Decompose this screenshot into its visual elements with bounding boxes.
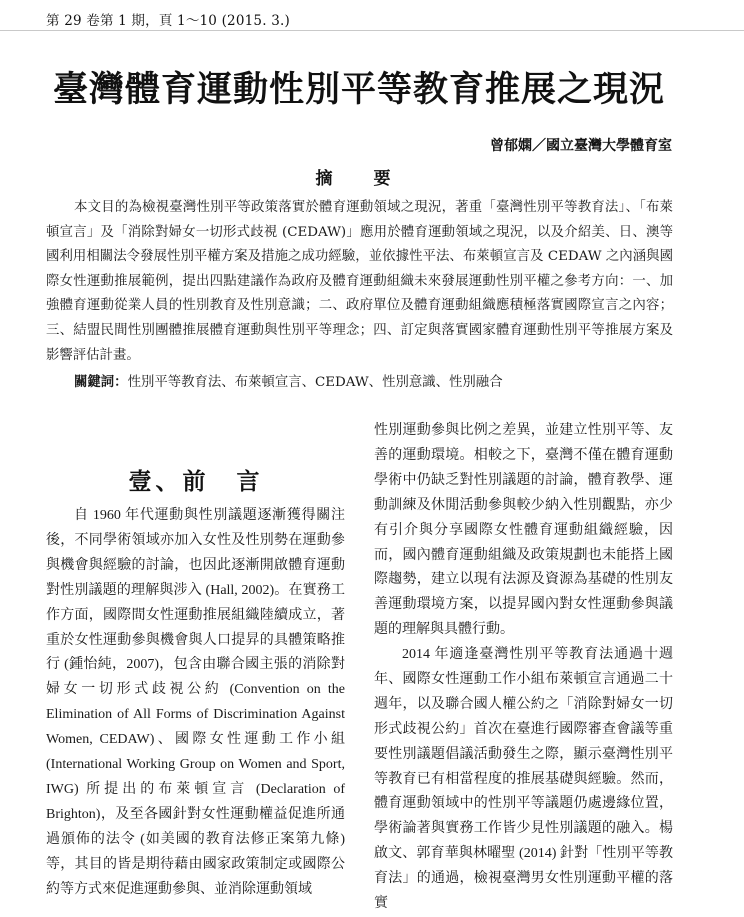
keywords-list: 性別平等教育法、布萊頓宣言、CEDAW、性別意識、性別融合	[127, 375, 503, 390]
paper-title: 臺灣體育運動性別平等教育推展之現況	[52, 70, 665, 110]
section-heading: 壹、前 言	[128, 468, 264, 495]
body-column-right-continuation: 性別運動參與比例之差異，並建立性別平等、友善的運動環境。相較之下，臺灣不僅在體育運動學術中仍缺乏對性別議題的討論，體育教學、運動訓練及休閒活動參與較少納入性別觀點，亦少有引介與分享國際女性體育運動組織經驗，因而，國內體育運動組織及政策規劃也未能搭上國際趨勢，建立以現有法源及資源為基礎的性別友善運動環境方案，以提昇國內對女性運動參與議題的理解與具體行動。	[374, 423, 673, 638]
header-divider	[0, 30, 744, 31]
abstract-heading: 摘 要	[315, 169, 403, 189]
abstract-body: 本文目的為檢視臺灣性別平等政策落實於體育運動領域之現況，著重「臺灣性別平等教育法」、「布萊頓宣言」及「消除對婦女一切形式歧視 (CEDAW)」應用於體育運動領域之現況，以及介紹美、日、澳等國利用相關法令發展性別平權方案及措施之成功經驗，並依據性平法、布萊頓宣言及 CEDAW 之內涵與國際女性運動推展範例，提出四點建議作為政府及體育運動組織未來發展運動性別平權之參考方向：一、加強體育運動從業人員的性別教育及性別意識；二、政府單位及體育運動組織應積極落實國際宣言之內容；三、結盟民間性別團體推展體育運動與性別平等理念；四、訂定與落實國家體育運動性別平等推展方案及影響評估計畫。	[46, 200, 673, 363]
body-column-left: 自 1960 年代運動與性別議題逐漸獲得關注後，不同學術領域亦加入女性及性別勢在運動參與機會與經驗的討論，也因此逐漸開啟體育運動對性別議題的理解與涉入 (Hall, 2002)。在實務工作方面，國際間女性運動推展組織陸續成立，著重於女性運動參與機會與人口提昇的具體策略推行 (鍾怡純，2007)，包含由聯合國主張的消除對婦女一切形式歧視公約 (Convention on the Elimination of All Forms of Discrimination Against Women, CEDAW)、國際女性運動工作小組 (International Working Group on Women and Sport, IWG) 所提出的布萊頓宣言 (Declaration of Brighton)，及至各國針對女性運動權益促進所通過頒佈的法令 (如美國的教育法修正案第九條) 等，其目的皆是期待藉由國家政策制定或國際公約等方式來促進運動參與、並消除運動領域	[46, 508, 345, 897]
keywords-line	[74, 371, 503, 394]
body-column-right-paragraph: 2014 年適逢臺灣性別平等教育法通過十週年、國際女性運動工作小組布萊頓宣言通過二十週年，以及聯合國人權公約之「消除對婦女一切形式歧視公約」首次在臺進行國際審查會議等重要性別議題倡議活動發生之際，顯示臺灣性別平等教育已有相當程度的推展基礎與經驗。然而，體育運動領域中的性別平等議題仍處邊緣位置，學術論著與實務工作皆少見性別議題的融入。楊啟文、郭育華與林曜聖 (2014) 針對「性別平等教育法」的通過，檢視臺灣男女性別運動平權的落實	[374, 647, 673, 912]
running-head: 第 29 卷第 1 期，頁 1～10 (2015. 3.)	[46, 13, 290, 29]
keywords-label: 關鍵詞：	[74, 374, 128, 390]
author-affiliation: 曾郁嫻／國立臺灣大學體育室	[490, 138, 672, 154]
